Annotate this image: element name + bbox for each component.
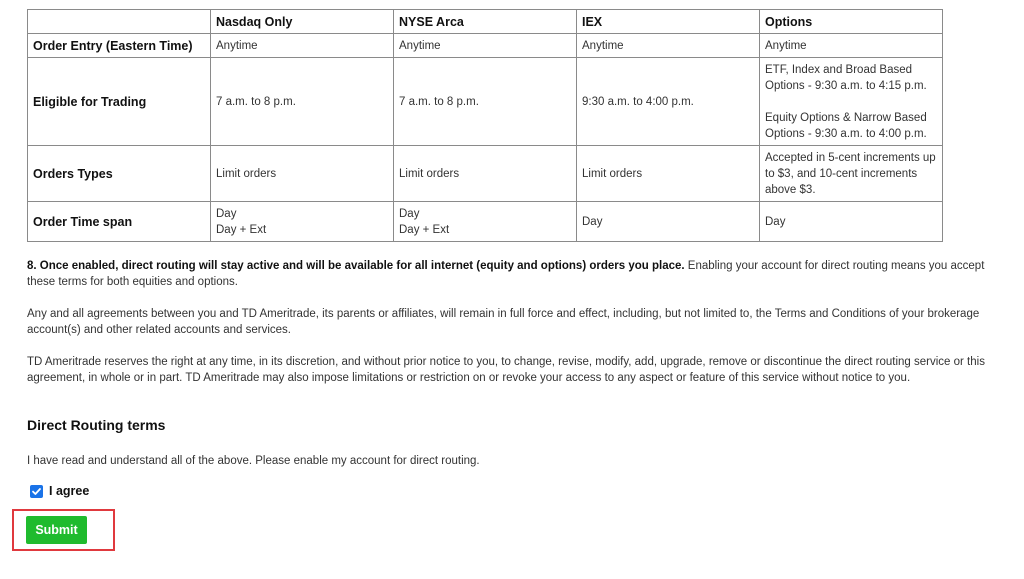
table-cell: Limit orders	[577, 146, 760, 202]
submit-button[interactable]: Submit	[26, 516, 87, 544]
table-cell: Limit orders	[211, 146, 394, 202]
row-label-time-span: Order Time span	[28, 202, 211, 242]
time-span-text: Day Day + Ext	[216, 207, 267, 236]
table-cell	[211, 202, 394, 242]
header-nasdaq: Nasdaq Only	[211, 10, 394, 34]
table-cell	[760, 58, 943, 146]
checkmark-icon	[31, 486, 42, 497]
time-span-text: Day Day + Ext	[399, 207, 450, 236]
table-cell: Limit orders	[394, 146, 577, 202]
section-8-bold: 8. Once enabled, direct routing will stay active and will be available for all internet (equity and options) orders you place.	[27, 260, 685, 272]
table-cell: 7 a.m. to 8 p.m.	[211, 58, 394, 146]
section-8-paragraph	[27, 258, 992, 290]
terms-heading: Direct Routing terms	[27, 417, 166, 433]
table-row	[28, 34, 943, 58]
row-label-order-types: Orders Types	[28, 146, 211, 202]
routing-comparison-table	[27, 9, 943, 242]
options-eligible-text: ETF, Index and Broad Based Options - 9:30 a.m. to 4:15 p.m. Equity Options & Narrow Based Options - 9:30 a.m. to 4:00 p.m.	[765, 63, 927, 140]
table-row	[28, 146, 943, 202]
table-cell	[394, 202, 577, 242]
terms-statement: I have read and understand all of the above. Please enable my account for direct routing.	[27, 455, 480, 467]
table-cell: Day	[760, 202, 943, 242]
table-row	[28, 202, 943, 242]
header-cell-empty	[28, 10, 211, 34]
agree-checkbox[interactable]	[30, 485, 43, 498]
table-cell: Anytime	[211, 34, 394, 58]
table-row	[28, 58, 943, 146]
table-cell: 7 a.m. to 8 p.m.	[394, 58, 577, 146]
direct-routing-page	[27, 9, 1007, 537]
agreements-paragraph: Any and all agreements between you and TD Ameritrade, its parents or affiliates, will remain in full force and effect, including, but not limited to, the Terms and Conditions of your brokerage account(s) and other related accounts and services.	[27, 308, 980, 336]
row-label-eligible: Eligible for Trading	[28, 58, 211, 146]
table-cell: Anytime	[394, 34, 577, 58]
table-header-row	[28, 10, 943, 34]
table-cell: Accepted in 5-cent increments up to $3, and 10-cent increments above $3.	[760, 146, 943, 202]
row-label-order-entry: Order Entry (Eastern Time)	[28, 34, 211, 58]
header-options: Options	[760, 10, 943, 34]
table-cell: Day	[577, 202, 760, 242]
header-nyse-arca: NYSE Arca	[394, 10, 577, 34]
agree-checkbox-row[interactable]	[30, 484, 89, 498]
section-8-rest: Enabling your account for direct routing means you accept these terms for both equities and options.	[27, 260, 985, 288]
table-cell: 9:30 a.m. to 4:00 p.m.	[577, 58, 760, 146]
agree-label[interactable]: I agree	[49, 484, 90, 498]
header-iex: IEX	[577, 10, 760, 34]
reserves-paragraph: TD Ameritrade reserves the right at any time, in its discretion, and without prior notice to you, to change, revise, modify, add, upgrade, remove or discontinue the direct routing service or this agreement, in whole or in part. TD Ameritrade may also impose limitations or restriction on or revoke your access to any aspect or feature of this service without notice to you.	[27, 356, 985, 384]
table-cell: Anytime	[760, 34, 943, 58]
table-cell: Anytime	[577, 34, 760, 58]
